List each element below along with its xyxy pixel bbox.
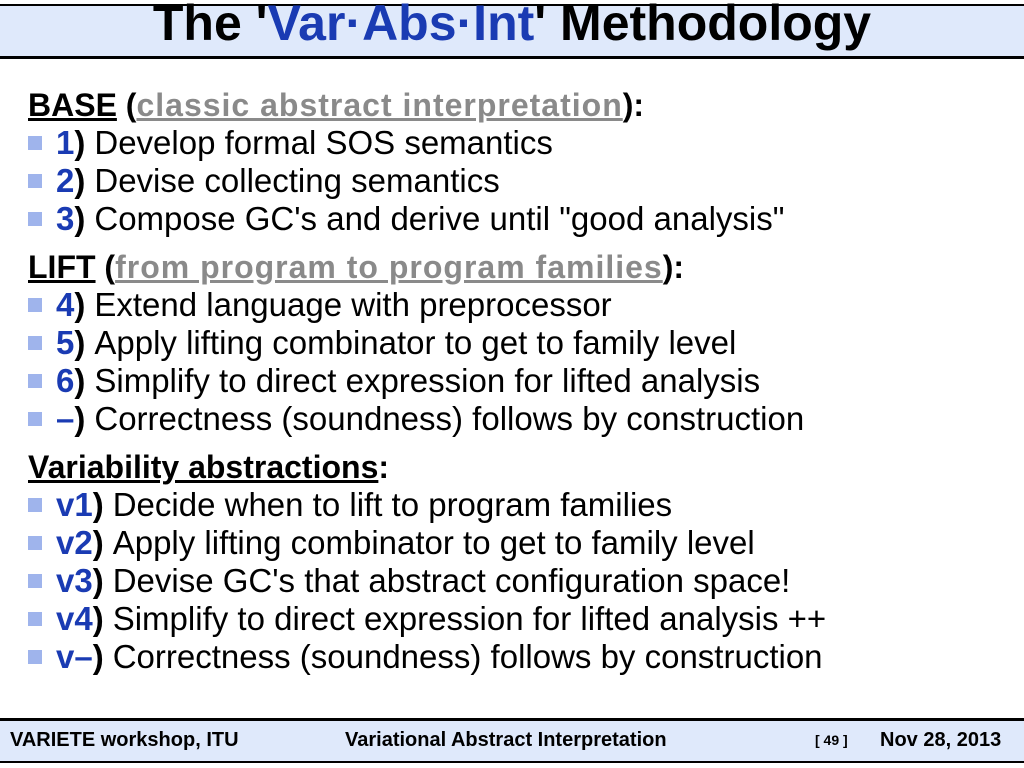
slide-title xyxy=(0,0,1024,51)
item-text: Extend language with preprocessor xyxy=(94,286,612,323)
square-bullet-icon xyxy=(28,412,42,426)
section-base xyxy=(28,86,1018,238)
item-text: Apply lifting combinator to get to family level xyxy=(112,524,755,561)
list-item: 4 ) Extend language with preprocessor xyxy=(28,286,1018,324)
title-bar xyxy=(0,0,1024,59)
item-number: 1 xyxy=(56,124,75,161)
square-bullet-icon xyxy=(28,650,42,664)
item-text: Devise GC's that abstract configuration space! xyxy=(112,562,791,599)
footer-page-number: [ 49 ] xyxy=(815,732,848,748)
square-bullet-icon xyxy=(28,374,42,388)
title-suffix: ' Methodology xyxy=(534,0,872,51)
item-text: Correctness (soundness) follows by construction xyxy=(112,638,823,675)
section-name: BASE xyxy=(28,87,117,123)
item-text: Develop formal SOS semantics xyxy=(94,124,553,161)
section-heading: LIFT (from program to program families): xyxy=(28,249,685,285)
square-bullet-icon xyxy=(28,212,42,226)
square-bullet-icon xyxy=(28,498,42,512)
square-bullet-icon xyxy=(28,298,42,312)
item-number: v1 xyxy=(56,486,93,523)
square-bullet-icon xyxy=(28,136,42,150)
list-item: – ) Correctness (soundness) follows by construction xyxy=(28,400,1018,438)
item-text: Simplify to direct expression for lifted analysis ++ xyxy=(112,600,827,637)
item-text: Compose GC's and derive until "good analysis" xyxy=(94,200,785,237)
slide-content xyxy=(28,86,1018,676)
item-number: v3 xyxy=(56,562,93,599)
item-text: Apply lifting combinator to get to family level xyxy=(94,324,737,361)
item-list xyxy=(28,124,1018,238)
title-highlight: Var·Abs·Int xyxy=(267,0,535,51)
item-number: 6 xyxy=(56,362,75,399)
list-item: 5 ) Apply lifting combinator to get to family level xyxy=(28,324,1018,362)
item-text: Devise collecting semantics xyxy=(94,162,500,199)
item-number: v4 xyxy=(56,600,93,637)
footer-date: Nov 28, 2013 xyxy=(880,729,1002,751)
item-text: Simplify to direct expression for lifted analysis xyxy=(94,362,761,399)
item-number: 4 xyxy=(56,286,75,323)
section-variability xyxy=(28,448,1018,676)
list-item: 6 ) Simplify to direct expression for lifted analysis xyxy=(28,362,1018,400)
list-item: 2 ) Devise collecting semantics xyxy=(28,162,1018,200)
section-name: Variability abstractions xyxy=(28,449,379,485)
section-subtitle: classic abstract interpretation xyxy=(136,87,623,123)
list-item: 3 ) Compose GC's and derive until "good analysis" xyxy=(28,200,1018,238)
list-item: 1 ) Develop formal SOS semantics xyxy=(28,124,1018,162)
footer-talk-title: Variational Abstract Interpretation xyxy=(345,729,667,751)
item-number: 5 xyxy=(56,324,75,361)
item-list xyxy=(28,286,1018,438)
list-item: v4 ) Simplify to direct expression for lifted analysis ++ xyxy=(28,600,1018,638)
list-item: v2 ) Apply lifting combinator to get to family level xyxy=(28,524,1018,562)
square-bullet-icon xyxy=(28,174,42,188)
item-number: v2 xyxy=(56,524,93,561)
list-item: v3 ) Devise GC's that abstract configuration space! xyxy=(28,562,1018,600)
square-bullet-icon xyxy=(28,536,42,550)
item-text: Correctness (soundness) follows by construction xyxy=(94,400,805,437)
section-heading: BASE (classic abstract interpretation): xyxy=(28,87,645,123)
square-bullet-icon xyxy=(28,574,42,588)
section-heading: Variability abstractions: xyxy=(28,449,390,485)
item-number: – xyxy=(56,400,75,437)
square-bullet-icon xyxy=(28,336,42,350)
section-name: LIFT xyxy=(28,249,96,285)
section-lift xyxy=(28,248,1018,438)
footer-bar xyxy=(0,718,1024,763)
square-bullet-icon xyxy=(28,612,42,626)
item-text: Decide when to lift to program families xyxy=(112,486,673,523)
title-prefix: The ' xyxy=(152,0,268,51)
footer-venue: VARIETE workshop, ITU xyxy=(10,729,239,751)
section-subtitle: from program to program families xyxy=(115,249,663,285)
item-number: 3 xyxy=(56,200,75,237)
item-number: v– xyxy=(56,638,93,675)
item-list xyxy=(28,486,1018,676)
list-item: v1 ) Decide when to lift to program families xyxy=(28,486,1018,524)
list-item: v– ) Correctness (soundness) follows by construction xyxy=(28,638,1018,676)
item-number: 2 xyxy=(56,162,75,199)
